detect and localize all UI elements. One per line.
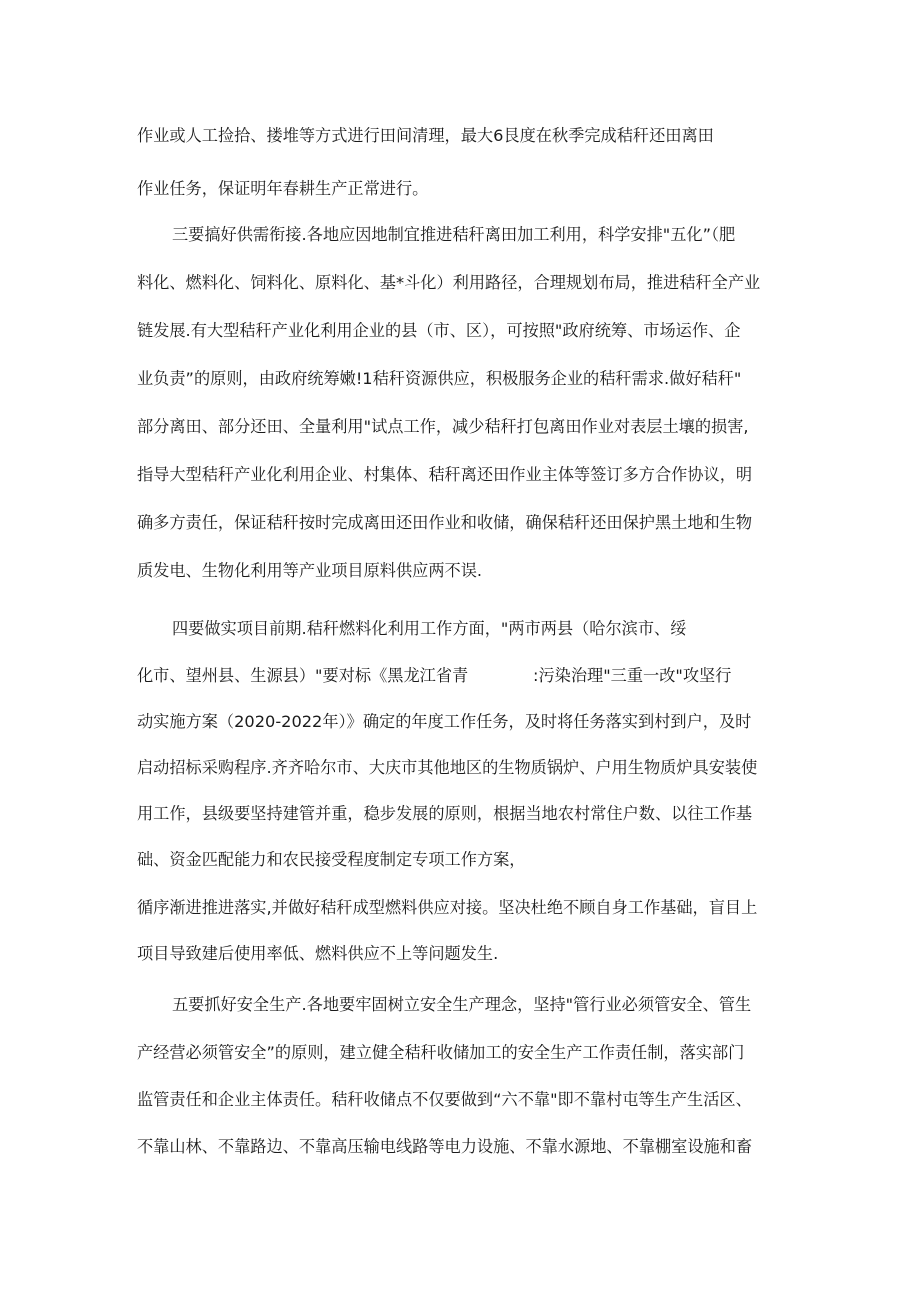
paragraph-3-line-8: 质发电、生物化利用等产业项目原料供应两不误. [137, 561, 483, 580]
paragraph-5-line-2: 产经营必须管安全”的原则，建立健全秸秆收储加工的安全生产工作责任制，落实部门 [137, 1043, 745, 1062]
paragraph-4-line-3: 动实施方案（2020-2022年）》确定的年度工作任务，及时将任务落实到村到户，及时 [137, 712, 752, 731]
text-line-1: 作业或人工捡拾、搂堆等方式进行田间清理，最大6艮度在秋季完成秸秆还田离田 [137, 126, 714, 145]
paragraph-4-line-8: 项目导致建后使用率低、燃料供应不上等问题发生. [137, 944, 499, 963]
paragraph-5-line-4: 不靠山林、不靠路边、不靠高压输电线路等电力设施、不靠水源地、不靠棚室设施和畜 [137, 1137, 753, 1156]
paragraph-3-line-3: 链发展.有大型秸秆产业化利用企业的县（市、区），可按照"政府统筹、市场运作、企 [137, 321, 741, 340]
paragraph-3-line-5: 部分离田、部分还田、全量利用"试点工作，减少秸秆打包离田作业对表层土壤的损害, [137, 417, 749, 436]
paragraph-4-line-4: 启动招标采购程序.齐齐哈尔市、大庆市其他地区的生物质锅炉、户用生物质炉具安装使 [137, 758, 758, 777]
paragraph-4-line-5: 用工作，县级要坚持建管并重，稳步发展的原则，根据当地农村常住户数、以往工作基 [137, 804, 753, 823]
paragraph-4-line-2a: 化市、望州县、生源县）"要对标《黑龙江省青 [137, 666, 469, 685]
paragraph-5-line-1: 五要抓好安全生产.各地要牢固树立安全生产理念，坚持"管行业必须管安全、管生 [172, 995, 752, 1014]
paragraph-3-line-7: 确多方责任，保证秸秆按时完成离田还田作业和收储，确保秸秆还田保护黑土地和生物 [137, 513, 753, 532]
paragraph-4-line-7: 循序渐进推进落实,并做好秸秆成型燃料供应对接。坚决杜绝不顾自身工作基础，盲目上 [137, 898, 758, 917]
paragraph-4-line-2b: :污染治理"三重一改"攻坚行 [533, 666, 732, 685]
paragraph-3-line-1: 三要搞好供需衔接.各地应因地制宜推进秸秆离田加工利用，科学安排"五化”（肥 [172, 225, 736, 244]
paragraph-5-line-3: 监管责任和企业主体责任。秸秆收储点不仅要做到“六不靠"即不靠村屯等生产生活区、 [137, 1090, 752, 1109]
text-line-2: 作业任务，保证明年春耕生产正常进行。 [137, 179, 429, 198]
paragraph-3-line-4: 业负责”的原则，由政府统筹嫩!1秸秆资源供应，积极服务企业的秸秆需求.做好秸秆" [137, 369, 742, 388]
paragraph-3-line-6: 指导大型秸秆产业化利用企业、村集体、秸秆离还田作业主体等签订多方合作协议，明 [137, 465, 753, 484]
paragraph-4-line-1: 四要做实项目前期.秸秆燃料化利用工作方面，"两市两县（哈尔滨市、绥 [172, 619, 687, 638]
paragraph-4-line-6: 础、资金匹配能力和农民接受程度制定专项工作方案， [137, 850, 526, 869]
paragraph-3-line-2: 料化、燃料化、饲料化、原料化、基*斗化）利用路径，合理规划布局，推进秸秆全产业 [137, 273, 761, 292]
